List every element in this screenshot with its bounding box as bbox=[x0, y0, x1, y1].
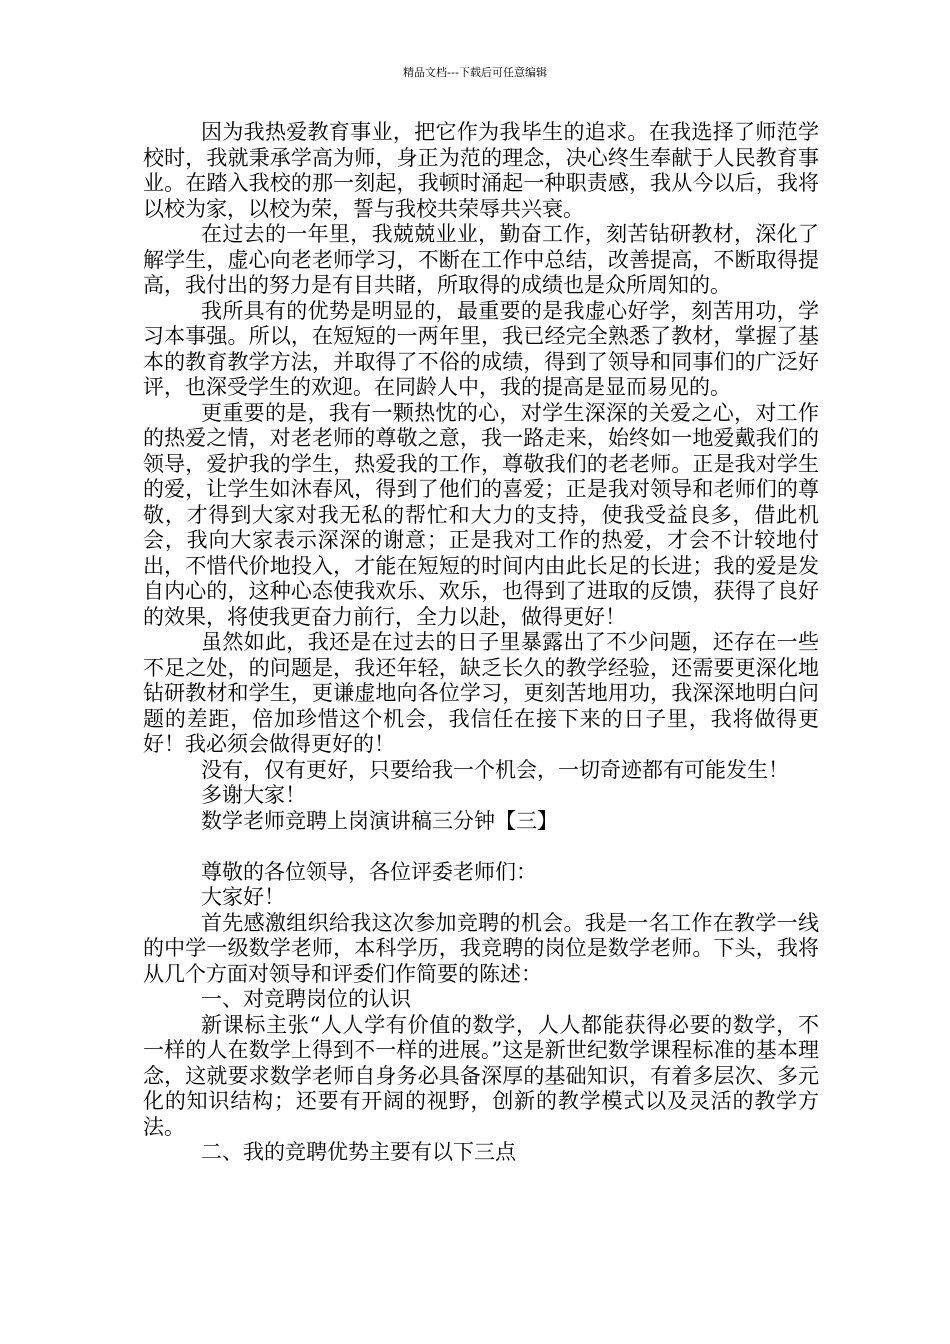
heading-2: 二、我的竞聘优势主要有以下三点 bbox=[201, 1140, 516, 1164]
paragraph-5: 虽然如此，我还是在过去的日子里暴露出了不少问题，还存在一些不足之处，的问题是，我还年轻，缺乏长久的教学经验，还需要更深化地钻研教材和学生，更谦虚地向各位学习，更刻苦地用功，我深深地明白问题的差距，倍加珍惜这个机会，我信任在接下来的日子里，我将做得更好！我必须会做得更好的！ bbox=[143, 630, 819, 756]
paragraph-4: 更重要的是，我有一颗热忱的心，对学生深深的关爱之心，对工作的热爱之情，对老老师的尊敬之意，我一路走来，始终如一地爱戴我们的领导，爱护我的学生，热爱我的工作，尊敬我们的老老师。正是我对学生的爱，让学生如沐春风，得到了他们的喜爱；正是我对领导和老师们的尊敬，才得到大家对我无私的帮忙和大力的支持，使我受益良多，借此机会，我向大家表示深深的谢意；正是我对工作的热爱，才会不计较地付出，不惜代价地投入，才能在短短的时间内由此长足的长进；我的爱是发自内心的，这种心态使我欢乐、欢乐，也得到了进取的反馈，获得了良好的效果，将使我更奋力前行，全力以赴，做得更好！ bbox=[143, 400, 819, 629]
section-title: 数学老师竞聘上岗演讲稿三分钟【三】 bbox=[201, 808, 558, 833]
paragraph-curriculum: 新课标主张“人人学有价值的数学，人人都能获得必要的数学，不一样的人在数学上得到不一样的进展。”这是新世纪数学课程标准的基本理念，这就要求数学老师自身务必具备深厚的基础知识，有着多层次、多元化的知识结构；还要有开阔的视野，创新的教学模式以及灵活的教学方法。 bbox=[143, 1012, 819, 1139]
paragraph-1: 因为我热爱教育事业，把它作为我毕生的追求。在我选择了师范学校时，我就秉承学高为师，身正为范的理念，决心终生奉献于人民教育事业。在踏入我校的那一刻起，我顿时涌起一种职责感，我从今以后，我将以校为家，以校为荣，誓与我校共荣辱共兴衰。 bbox=[143, 120, 819, 221]
paragraph-2: 在过去的一年里，我兢兢业业，勤奋工作，刻苦钻研教材，深化了解学生，虚心向老老师学习，不断在工作中总结，改善提高，不断取得提高，我付出的努力是有目共睹，所取得的成绩也是众所周知的。 bbox=[143, 222, 819, 297]
paragraph-3: 我所具有的优势是明显的，最重要的是我虚心好学，刻苦用功，学习本事强。所以，在短短的一两年里，我已经完全熟悉了教材，掌握了基本的教育教学方法，并取得了不俗的成绩，得到了领导和同事们的广泛好评，也深受学生的欢迎。在同龄人中，我的提高是显而易见的。 bbox=[143, 298, 819, 399]
paragraph-7: 多谢大家！ bbox=[201, 783, 306, 807]
page-header: 精品文档---下载后可任意编辑 bbox=[403, 66, 547, 79]
document-body bbox=[143, 120, 819, 1166]
salutation: 尊敬的各位领导，各位评委老师们： bbox=[201, 859, 537, 884]
paragraph-6: 没有，仅有更好，只要给我一个机会，一切奇迹都有可能发生！ bbox=[201, 757, 789, 782]
greeting: 大家好！ bbox=[201, 885, 285, 909]
paragraph-intro: 首先感激组织给我这次参加竞聘的机会。我是一名工作在教学一线的中学一级数学老师，本科学历，我竞聘的岗位是数学老师。下头，我将从几个方面对领导和评委们作简要的陈述： bbox=[143, 910, 819, 986]
heading-1: 一、对竞聘岗位的认识 bbox=[201, 987, 411, 1011]
blank-line bbox=[143, 834, 819, 860]
